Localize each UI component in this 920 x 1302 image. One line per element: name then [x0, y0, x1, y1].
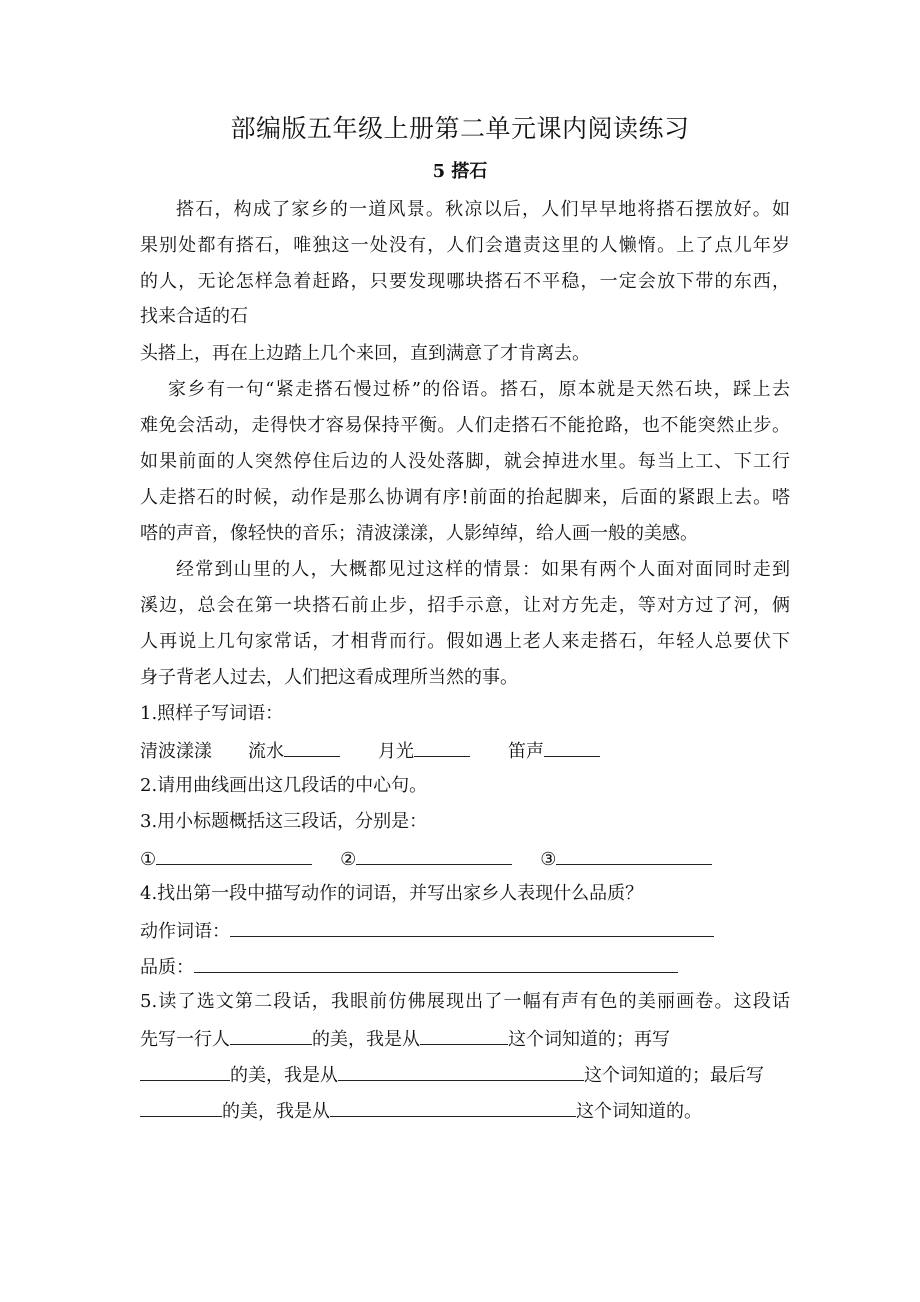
question-4: 4.找出第一段中描写动作的词语，并写出家乡人表现什么品质？: [140, 883, 644, 904]
answer-blank[interactable]: [556, 846, 712, 865]
q5-text: 的美，我是从: [312, 1029, 420, 1050]
question-3: 3.用小标题概括这三段话，分别是：: [140, 811, 428, 832]
passage-line: 难免会活动，走得快才容易保持平衡。人们走搭石不能抢路，也不能突然止步。: [140, 415, 790, 436]
passage-line: 如果前面的人突然停住后边的人没处落脚，就会掉进水里。每当上工、下工行: [140, 451, 790, 472]
passage-line: 搭石，构成了家乡的一道风景。秋凉以后，人们早早地将搭石摆放好。如: [176, 199, 790, 220]
lesson-title: 5 搭石: [432, 161, 488, 182]
answer-blank[interactable]: [230, 918, 714, 937]
answer-blank[interactable]: [356, 846, 512, 865]
answer-blank[interactable]: [330, 1098, 576, 1117]
passage-line: 家乡有一句“紧走搭石慢过桥”的俗语。搭石，原本就是天然石块，踩上去: [168, 379, 790, 400]
quality-label: 品质：: [140, 957, 194, 978]
answer-blank[interactable]: [420, 1026, 508, 1045]
passage-line: 的人，无论怎样急着赶路，只要发现哪块搭石不平稳，一定会放下带的东西，: [140, 271, 790, 292]
question-5-row-3: [140, 1098, 790, 1124]
q5-text: 这个词知道的；最后写: [584, 1065, 764, 1086]
word-prompt: 笛声: [508, 741, 544, 762]
q5-text: 的美，我是从: [230, 1065, 338, 1086]
question-5-row-1: [140, 1026, 790, 1052]
answer-blank[interactable]: [230, 1026, 312, 1045]
word-prompt: 月光: [378, 741, 414, 762]
question-4-quality-row: [140, 954, 790, 980]
question-2: 2.请用曲线画出这几段话的中心句。: [140, 775, 428, 796]
answer-blank[interactable]: [338, 1062, 584, 1081]
passage-line: 经常到山里的人，大概都见过这样的情景：如果有两个人面对面同时走到: [176, 559, 790, 580]
passage-line: 头搭上，再在上边踏上几个来回，直到满意了才肯离去。: [140, 343, 590, 364]
answer-blank[interactable]: [544, 738, 600, 757]
passage-line: 溪边，总会在第一块搭石前止步，招手示意，让对方先走，等对方过了河，俩: [140, 595, 790, 616]
answer-blank[interactable]: [194, 954, 678, 973]
q5-text: 先写一行人: [140, 1029, 230, 1050]
question-5: 5.读了选文第二段话，我眼前仿佛展现出了一幅有声有色的美丽画卷。这段话: [140, 991, 790, 1012]
question-1-row: [140, 738, 790, 764]
page-title: 部编版五年级上册第二单元课内阅读练习: [230, 114, 690, 143]
word-prompt: 流水: [248, 741, 284, 762]
question-5-row-2: [140, 1062, 790, 1088]
answer-blank[interactable]: [284, 738, 340, 757]
passage-line: 身子背老人过去，人们把这看成理所当然的事。: [140, 667, 518, 688]
example-word: 清波漾漾: [140, 741, 212, 762]
q5-text: 这个词知道的。: [576, 1101, 702, 1122]
passage-line: 嗒的声音，像轻快的音乐；清波漾漾，人影绰绰，给人画一般的美感。: [140, 523, 698, 544]
answer-blank[interactable]: [140, 1098, 222, 1117]
circled-number: ①: [140, 849, 157, 870]
circled-number: ②: [340, 849, 357, 870]
passage-line: 人走搭石的时候，动作是那么协调有序!前面的抬起脚来，后面的紧跟上去。嗒: [140, 487, 790, 508]
passage-line: 果别处都有搭石，唯独这一处没有，人们会遣责这里的人懒惰。上了点儿年岁: [140, 235, 790, 256]
answer-blank[interactable]: [414, 738, 470, 757]
action-words-label: 动作词语：: [140, 921, 230, 942]
q5-text: 这个词知道的；再写: [508, 1029, 670, 1050]
question-4-action-row: [140, 918, 790, 944]
answer-blank[interactable]: [156, 846, 312, 865]
question-1: 1.照样子写词语：: [140, 703, 284, 724]
answer-blank[interactable]: [140, 1062, 230, 1081]
passage-line: 找来合适的石: [140, 306, 248, 327]
question-3-row: [140, 846, 790, 872]
passage-line: 人再说上几句家常话，才相背而行。假如遇上老人来走搭石，年轻人总要伏下: [140, 631, 790, 652]
circled-number: ③: [540, 849, 557, 870]
q5-text: 的美，我是从: [222, 1101, 330, 1122]
